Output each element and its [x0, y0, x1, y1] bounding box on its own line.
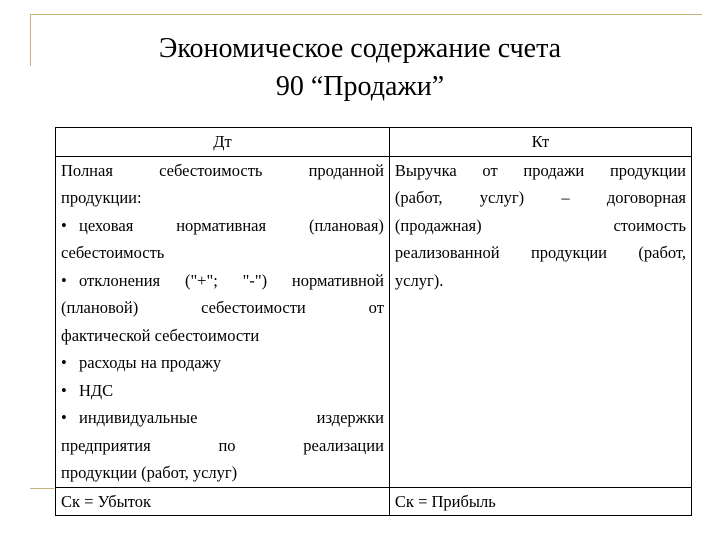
header-row — [56, 128, 692, 157]
debit-line — [61, 157, 384, 185]
debit-line — [61, 349, 384, 377]
debit-line — [61, 404, 384, 432]
debit-line-text: продукции: — [61, 188, 142, 207]
debit-line-text: отклонения ("+"; "-") нормативной — [79, 270, 384, 290]
frame-top-line — [30, 14, 702, 15]
frame-left-line — [30, 14, 31, 66]
debit-line-text: индивидуальные издержки — [79, 408, 384, 427]
debit-line — [61, 294, 384, 322]
debit-line — [61, 432, 384, 460]
debit-cell — [56, 156, 390, 487]
title-line-1: Экономическое содержание счета — [158, 33, 562, 64]
credit-line — [395, 267, 686, 295]
credit-line-text: (продажная) стоимость — [394, 215, 686, 235]
debit-line-text: НДС — [79, 380, 114, 400]
credit-line — [395, 184, 686, 212]
debit-line-text: предприятия по реализации — [61, 435, 384, 455]
title-line-2: 90 “Продажи” — [275, 71, 445, 102]
credit-cell — [389, 156, 691, 487]
debit-line-text: себестоимость — [61, 243, 165, 262]
slide-title — [60, 30, 660, 106]
credit-line-text: (работ, услуг) – договорная — [394, 188, 686, 207]
debit-line-text: (плановой) себестоимости от — [61, 298, 384, 317]
credit-line-text: услуг). — [394, 270, 444, 290]
credit-line-text: Выручка от продажи продукции — [394, 160, 686, 180]
debit-line — [61, 184, 384, 212]
credit-footer: Ск = Прибыль — [389, 487, 691, 516]
debit-line — [61, 212, 384, 240]
debit-line — [61, 322, 384, 350]
debit-line — [61, 459, 384, 487]
debit-line-text: продукции (работ, услуг) — [61, 463, 238, 482]
debit-line — [61, 377, 384, 405]
bullet-dot-icon: • — [61, 270, 67, 290]
bullet-dot-icon: • — [61, 353, 67, 372]
account-table — [55, 127, 692, 516]
debit-header: Дт — [56, 128, 390, 157]
debit-line-text: фактической себестоимости — [61, 325, 260, 345]
credit-header: Кт — [389, 128, 691, 157]
debit-footer: Ск = Убыток — [56, 487, 390, 516]
content-row — [56, 156, 692, 487]
footer-row — [56, 487, 692, 516]
credit-line — [395, 212, 686, 240]
debit-line — [61, 239, 384, 267]
frame-bottom-line — [30, 488, 54, 489]
bullet-dot-icon: • — [61, 408, 67, 427]
credit-line-text: реализованной продукции (работ, — [394, 243, 686, 262]
debit-line — [61, 267, 384, 295]
bullet-dot-icon: • — [61, 380, 67, 400]
debit-line-text: цеховая нормативная (плановая) — [79, 215, 384, 235]
debit-line-text: Полная себестоимость проданной — [61, 160, 384, 180]
debit-line-text: расходы на продажу — [79, 353, 222, 372]
credit-line — [395, 157, 686, 185]
credit-line — [395, 239, 686, 267]
bullet-dot-icon: • — [61, 215, 67, 235]
